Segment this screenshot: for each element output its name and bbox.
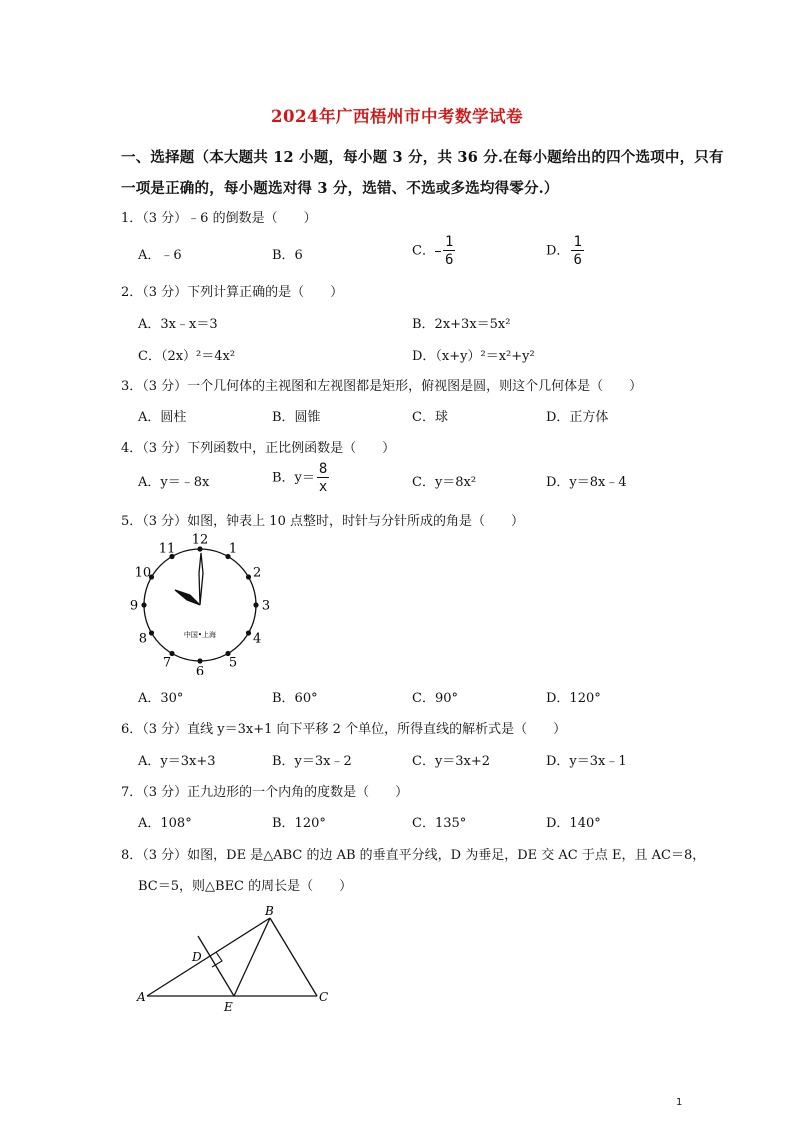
q5-option-c: C．90° bbox=[412, 691, 458, 706]
q4-option-a: A．y＝﹣8x bbox=[138, 475, 210, 490]
question-1-stem: 1．（3 分）﹣6 的倒数是（ ） bbox=[121, 211, 317, 226]
q1-option-c bbox=[412, 235, 455, 267]
q6-option-d: D．y＝3x﹣1 bbox=[546, 754, 627, 769]
question-6-stem: 6．（3 分）直线 y＝3x+1 向下平移 2 个单位，所得直线的解析式是（ ） bbox=[121, 722, 567, 737]
clock-number-1: 1 bbox=[228, 541, 238, 557]
page-title: 2024年广西梧州市中考数学试卷 bbox=[271, 107, 523, 126]
minute-hand bbox=[199, 553, 203, 605]
label-a: A bbox=[137, 990, 146, 1004]
q1-option-c-label: C． bbox=[412, 243, 435, 259]
fraction-denominator: 6 bbox=[444, 252, 454, 268]
q7-option-c: C．135° bbox=[412, 816, 467, 831]
q7-option-a: A．108° bbox=[138, 816, 192, 831]
q4-option-b-label: B．y＝ bbox=[272, 470, 315, 486]
clock-number-6: 6 bbox=[195, 664, 205, 675]
question-4-stem: 4．（3 分）下列函数中，正比例函数是（ ） bbox=[121, 441, 396, 456]
q6-option-b: B．y＝3x﹣2 bbox=[272, 754, 352, 769]
clock-hour-dot bbox=[141, 602, 146, 607]
q1-option-c-fraction bbox=[443, 235, 455, 267]
clock-number-7: 7 bbox=[162, 655, 172, 671]
clock-number-5: 5 bbox=[228, 655, 238, 671]
q6-option-a: A．y＝3x+3 bbox=[138, 754, 216, 769]
q1-option-a: A．﹣6 bbox=[138, 248, 182, 263]
side-bc bbox=[270, 918, 317, 996]
question-8-stem-line2: BC＝5，则△BEC 的周长是（ ） bbox=[138, 879, 353, 894]
q7-option-d: D．140° bbox=[546, 816, 601, 831]
q1-option-b: B．6 bbox=[272, 248, 303, 263]
q2-option-c: C．（2x）²＝4x² bbox=[138, 349, 236, 364]
q4-option-c: C．y＝8x² bbox=[412, 475, 477, 490]
fraction-numerator: 1 bbox=[444, 234, 454, 250]
clock-number-8: 8 bbox=[138, 631, 147, 647]
q4-option-b bbox=[272, 462, 329, 494]
clock-hour-dot bbox=[253, 602, 258, 607]
clock-hour-dot bbox=[246, 630, 251, 635]
clock-hour-dot bbox=[246, 574, 251, 579]
clock-hour-dot bbox=[149, 630, 154, 635]
label-d: D bbox=[192, 950, 202, 964]
q1-option-d-label: D． bbox=[546, 243, 570, 259]
clock-number-9: 9 bbox=[130, 598, 139, 614]
q2-option-d: D．（x+y）²＝x²+y² bbox=[412, 349, 535, 364]
section-heading-line2: 一项是正确的，每小题选对得 3 分，选错、不选或多选均得零分.） bbox=[121, 180, 559, 197]
q4-option-b-fraction bbox=[317, 462, 329, 494]
q1-option-d bbox=[546, 235, 584, 267]
q3-option-a: A．圆柱 bbox=[138, 410, 187, 425]
clock-number-11: 11 bbox=[158, 541, 176, 557]
question-7-stem: 7．（3 分）正九边形的一个内角的度数是（ ） bbox=[121, 785, 409, 800]
clock-number-12: 12 bbox=[191, 533, 209, 548]
q2-option-b: B．2x+3x＝5x² bbox=[412, 317, 511, 332]
page-number: 1 bbox=[676, 1097, 683, 1108]
clock-number-10: 10 bbox=[134, 565, 152, 581]
q5-option-b: B．60° bbox=[272, 691, 318, 706]
fraction-denominator: 6 bbox=[573, 252, 582, 268]
q1-option-d-fraction bbox=[571, 235, 583, 267]
q2-option-a: A．3x﹣x＝3 bbox=[138, 317, 218, 332]
question-8-stem-line1: 8．（3 分）如图，DE 是△ABC 的边 AB 的垂直平分线，D 为垂足，DE 交 AC 于点 E，且 AC＝8， bbox=[121, 848, 706, 863]
label-b: B bbox=[265, 904, 274, 918]
q7-option-b: B．120° bbox=[272, 816, 326, 831]
label-c: C bbox=[319, 990, 329, 1004]
q3-option-c: C．球 bbox=[412, 410, 448, 425]
hour-hand bbox=[175, 590, 200, 605]
q5-option-a: A．30° bbox=[138, 691, 184, 706]
q6-option-c: C．y＝3x+2 bbox=[412, 754, 491, 769]
clock-number-3: 3 bbox=[261, 598, 270, 614]
clock-figure bbox=[130, 533, 270, 675]
clock-number-4: 4 bbox=[253, 631, 262, 647]
q4-option-d: D．y＝8x﹣4 bbox=[546, 475, 627, 490]
triangle-figure bbox=[132, 900, 342, 1016]
section-heading-line1: 一、选择题（本大题共 12 小题，每小题 3 分，共 36 分.在每小题给出的四个选项中，只有 bbox=[121, 149, 724, 166]
question-5-stem: 5．（3 分）如图，钟表上 10 点整时，时针与分针所成的角是（ ） bbox=[121, 514, 524, 529]
question-3-stem: 3．（3 分）一个几何体的主视图和左视图都是矩形，俯视图是圆，则这个几何体是（ ） bbox=[121, 379, 643, 394]
question-2-stem: 2．（3 分）下列计算正确的是（ ） bbox=[121, 285, 344, 300]
clock-brand: 中国•上海 bbox=[183, 631, 217, 639]
q5-option-d: D．120° bbox=[546, 691, 601, 706]
clock-number-2: 2 bbox=[253, 565, 262, 581]
q3-option-b: B．圆锥 bbox=[272, 410, 321, 425]
minus-sign bbox=[435, 251, 441, 252]
clock-hour-dot bbox=[197, 658, 202, 663]
label-e: E bbox=[224, 1000, 233, 1014]
q3-option-d: D．正方体 bbox=[546, 410, 609, 425]
fraction-numerator: 8 bbox=[318, 461, 328, 477]
fraction-numerator: 1 bbox=[573, 234, 582, 250]
fraction-denominator: x bbox=[318, 479, 328, 495]
